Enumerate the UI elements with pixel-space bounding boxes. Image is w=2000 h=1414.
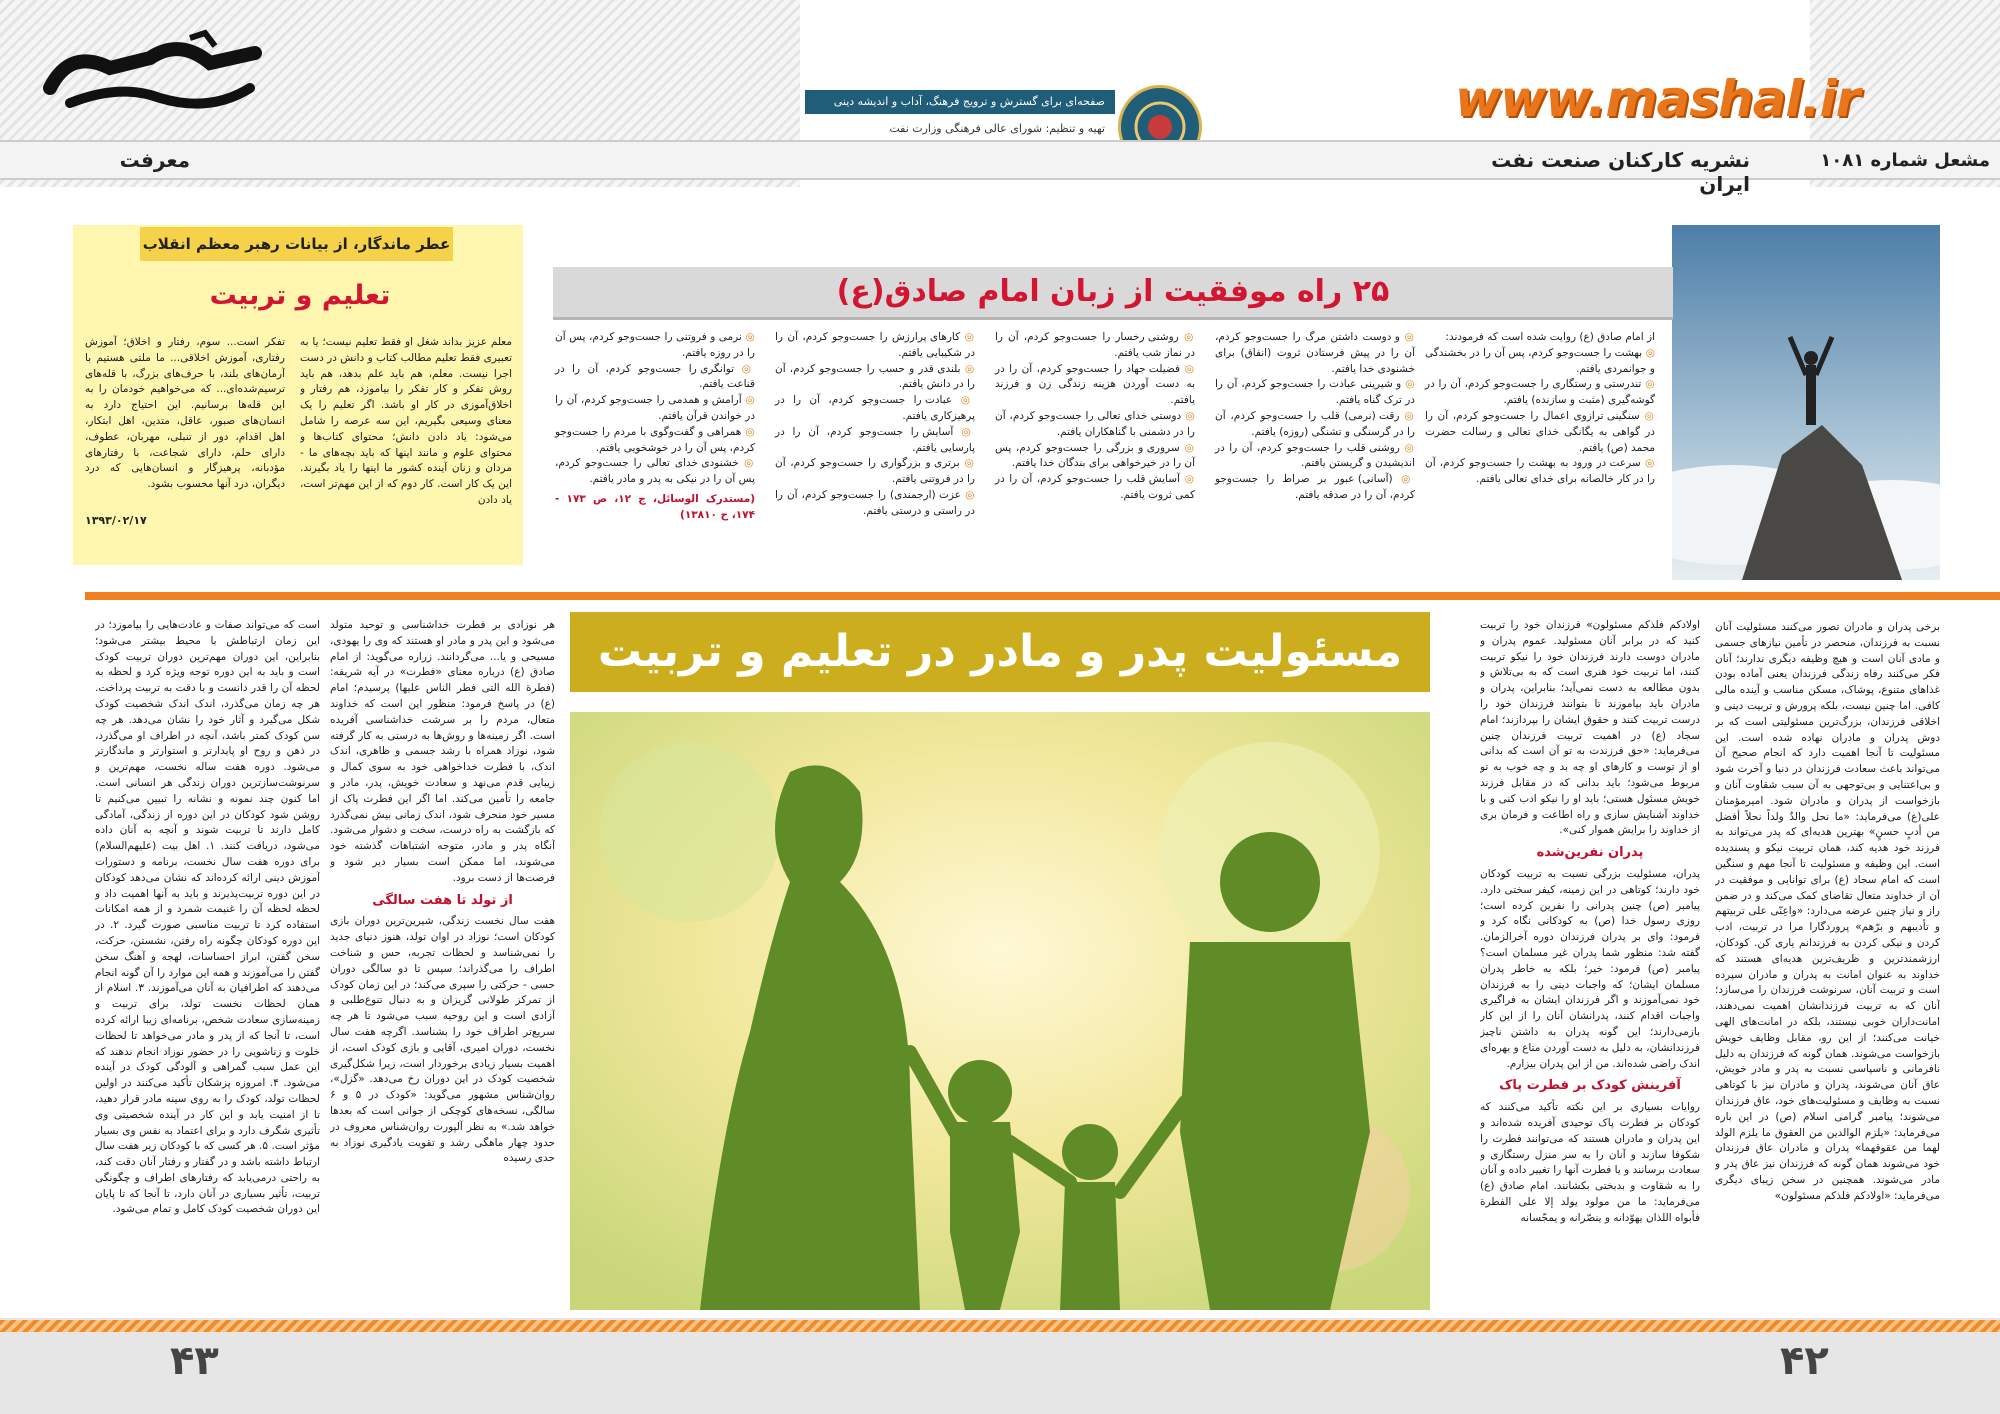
- main-article-title: مسئولیت پدر و مادر در تعلیم و تربیت: [597, 626, 1403, 677]
- list-item: ◎ آسایش را جست‌وجو کردم، آن را در پارسایی یافتم.: [775, 425, 975, 454]
- issue-number: مشعل شماره ۱۰۸۱: [1820, 150, 1990, 171]
- main-article-col-2: اولادکم فلذکم مسئولون» فرزندان خود را تربیت کنید که در برابر آنان مسئولید. عموم پدران و مادران دوست دارند فرزندان خود را نیکو تربیت کنند، اما تربیت خود هنری است که به بی‌تلاش و بدون مطالعه به دست نمی‌آید؛ بنابراین، پدران و مادران باید بیاموزند تا بتوانند فرزندان خود را درست تربیت کنند و حقوق ایشان را بپردازند؛ امام سجاد (ع) در اهمیت تربیت فرزندان چنین می‌فرماید: «حق فرزندت به تو آن است که بدانی او از توست و کارهای او چه بد و چه خوب به تو مربوط می‌شود؛ باید بدانی که در مقابل فرزند خویش مسئول هستی؛ باید او را نیکو ادب کنی و با خداوند آشنایش سازی و راه اطاعت و فرمان بری از خداوند را برایش هموار کنی». پدران نفرین‌شده پدران، مسئولیت بزرگی نسبت به تربیت کودکان خود دارند؛ کوتاهی در این زمینه، کیفر سختی دارد. پیامبر (ص) چنین پدرانی را نفرین کرده است؛ روزی رسول خدا (ص) به کودکانی نگاه کرد و فرمود: وای بر پدران فرزندان دوره آخرالزمان. گفته شد: منظور شما پدران غیر مسلمان است؟ پیامبر (ص) فرمود: خیر؛ بلکه به خاطر پدران مسلمان ایشان؛ که واجبات دینی را به فرزندان خود نمی‌آموزند و اگر فرزندان ایشان به فراگیری واجبات اقدام کنند، پدرانشان آنان را از این کار بازمی‌دارند؛ این گونه پدران به داشتن ناچیز فرزندانشان، به دلیل به دست آوردن متاع و بهره‌ای اندک راضی شده‌اند. من از این پدران بیزارم. آفرینش کودک بر فطرت پاک روایات بسیاری بر این نکته تأکید می‌کنند که کودکان بر فطرت پاک توحیدی آفریده شده‌اند و این پدران و مادران هستند که می‌توانند فطرت را شکوفا سازند و آنان را به سر منزل رستگاری و سعادت برسانند و یا فطرت آنها را تغییر داده و آنان را به شقاوت و بدبختی بکشانند. امام صادق (ع) می‌فرماید: ما من مولود یولد إلا علی الفطرة فأبواه اللذان یهوّدانه و ینصّرانه و یمجّسانه: [1480, 619, 1700, 1224]
- supplement-line1: صفحه‌ای برای گسترش و ترویج فرهنگ، آداب و اندیشه دینی: [833, 95, 1105, 108]
- sidebar-text-right: معلم عزیز بداند شغل او فقط تعلیم نیست؛ یا به تعبیری فقط تعلیم مطالب کتاب و دانش در دست اجرا نیست. معلم، هم باید علم بدهد، هم باید روش تفکر و کار تفکر را بیاموزد، هم رفتار و اخلاق‌آموزی در کار او باشد. اگر تعلیم را یک معنای وسیعی بگیریم، این سه عرصه را شامل می‌شود: یاد دادن دانش؛ محتوای کتاب‌ها و محتوای علوم و مانند اینها که باید بچه‌های ما - مردان و زنان آینده کشور ما اینها را یاد بگیرند. این یک کار است. کار دوم که از این مهم‌تر است، یاد دادن: [300, 336, 512, 506]
- bullet-icon: ◎: [960, 362, 975, 375]
- footer-stripe: [0, 1320, 2000, 1332]
- top-article-col-5: [555, 330, 755, 580]
- list-item: ◎ عزت (ارجمندی) را جست‌وجو کردم، آن را در راستی و درستی یافتم.: [775, 488, 975, 517]
- site-url: www.mashal.ir: [1455, 70, 1860, 128]
- list-item: ◎ نرمی و فروتنی را جست‌وجو کردم، پس آن را در روزه یافتم.: [555, 331, 755, 359]
- list-item: ◎ سروری و بزرگی را جست‌وجو کردم، پس آن را در خیرخواهی برای بندگان خدا یافتم.: [995, 441, 1195, 470]
- list-item: ◎ توانگری را جست‌وجو کردم، آن را در قناعت یافتم.: [555, 362, 755, 391]
- sidebar-date: ۱۳۹۳/۰۲/۱۷: [85, 514, 147, 527]
- list-item: ◎ و شیرینی عبادت را جست‌وجو کردم، آن را در ترک گناه یافتم.: [1215, 378, 1415, 407]
- list-item: ◎ سنگینی ترازوی اعمال را جست‌وجو کردم، آن را در گواهی به یگانگی خدای تعالی و رسالت حضرت محمد (ص) یافتم.: [1425, 409, 1655, 454]
- summit-photo: [1672, 225, 1940, 580]
- list-item: ◎ رقت (نرمی) قلب را جست‌وجو کردم، آن را در گرسنگی و تشنگی (روزه) یافتم.: [1215, 409, 1415, 438]
- list-item: ◎ روشنی رخسار را جست‌وجو کردم، آن را در نماز شب یافتم.: [995, 331, 1195, 359]
- list-item: ◎ تندرستی و رستگاری را جست‌وجو کردم، آن را در گوشه‌گیری (مثبت و سازنده) یافتم.: [1425, 378, 1655, 407]
- bullet-icon: ◎: [960, 331, 975, 343]
- main-article-col-3: هر نوزادی بر فطرت خداشناسی و توحید متولد می‌شود و این پدر و مادر او هستند که وی را یهودی، مسیحی و یا... می‌گردانند. زراره می‌گوید: از امام صادق (ع) درباره معنای «فطرت» در آیه شریفه: (فطرة الله التی فطر الناس علیها) پرسیدم؛ امام (ع) در پاسخ فرمود: منظور این است که خداوند متعال، مردم را بر سرشت خداشناسی آفریده است. اگر زمینه‌ها و روش‌ها به درستی به کار گرفته شود، نوزاد همراه با رشد جسمی و ظاهری، اندک اندک، با فطرت خداخواهی خود به سوی کمال و زیبایی قدم می‌نهد و سعادت خویش، پدر، مادر و جامعه را تأمین می‌کند. اما اگر این فطرت پاک از مسیر خود منحرف شود، اندک زمانی بیش نمی‌گذرد که بازگشت به راه درست، سخت و دشوار می‌شود. آنگاه پدر و مادر، متوجه اشتباهات گذشته خود می‌شوند، اما ممکن است بسیار دیر شود و فرصت‌ها از دست برود. از تولد تا هفت سالگی هفت سال نخست زندگی، شیرین‌ترین دوران بازی کودکان است؛ نوزاد در اوان تولد، هنوز دنیای جدید را نمی‌شناسد و لحظات تجربه، حس و شناخت اطراف را می‌گذراند؛ سپس تا دو سالگی دوران حسی - حرکتی را سپری می‌کند؛ در این زمان کودک از تمرکز طولانی گریزان و به دنبال تنوع‌طلبی و آزادی است و این روحیه سبب می‌شود تا هر چه سریع‌تر اطراف خود را بشناسد. اگرچه هفت سال نخست، دوران امیری، آقایی و بازی کودک است، از اهمیت بسیار زیادی برخوردار است، زیرا شکل‌گیری شخصیت کودک در این دوران رخ می‌دهد. «گزل»، روان‌شناس مشهور می‌گوید: «کودک در ۵ و ۶ سالگی، نسخه‌های کوچکی از جوانی است که بعدها خواهد شد.» به نظر آلپورت روان‌شناس معروف در حدود چهار ماهگی رشد و تقویت یادگیری نوزاد به حدی رسیده: [330, 619, 555, 1165]
- top-article-col-1: [1425, 330, 1655, 580]
- list-item: ◎ فضیلت جهاد را جست‌وجو کردم، آن را در به دست آوردن هزینه زندگی زن و فرزند یافتم.: [995, 362, 1195, 407]
- bullet-icon: ◎: [1392, 473, 1415, 486]
- list-item: ◎ روشنی قلب را جست‌وجو کردم، آن را در اندیشیدن و گریستن یافتم.: [1215, 441, 1415, 470]
- supplement-line2: تهیه و تنظیم: شورای عالی فرهنگی وزارت نفت: [889, 122, 1105, 135]
- list-item: ◎ آرامش و همدمی را جست‌وجو کردم، آن را در خواندن قرآن یافتم.: [555, 394, 755, 422]
- top-article-col-2: [1215, 330, 1415, 580]
- list-item: ◎ سرعت در ورود به بهشت را جست‌وجو کردم، آن را در کار خالصانه برای خدای تعالی یافتم.: [1425, 457, 1655, 486]
- subheading: آفرینش کودک بر فطرت پاک: [1499, 1078, 1681, 1094]
- top-article-col-3: [995, 330, 1195, 580]
- bullet-icon: ◎: [1179, 441, 1195, 454]
- page-header: [0, 0, 2000, 196]
- main-article-col-1: برخی پدران و مادران تصور می‌کنند مسئولیت آنان نسبت به فرزندان، منحصر در تأمین نیازهای جسمی و مادی آنان است و هیچ وظیفه دیگری ندارند؛ آنان فکر می‌کنند رفاه زندگی فرزندان یعنی آماده بودن غذاهای متنوع، پوشاک، مسکن مناسب و آینده مالی کافی. اما چنین نیست، بلکه پرورش و تربیت دینی و اخلاقی فرزندان، بزرگ‌ترین مسئولیتی است که بر دوش پدران و مادران نهاده شده است. این مسئولیت تا آنجا اهمیت دارد که انجام صحیح آن می‌تواند باعث سعادت فرزندان در دنیا و آخرت شود و بی‌اعتنایی و بی‌توجهی به آن سبب شقاوت آنان و بازخواست از پدران و مادران شود. امیرمؤمنان علی(ع) می‌فرماید: «ما نحل والدٌ ولداً نحلاً أفضل من أدبٍ حسنٍ» بهترین هدیه‌ای که پدر می‌تواند به فرزند خود هدیه کند، همان تربیت نیکو و پسندیده است. این وظیفه و مسئولیت تا آنجا مهم و سنگین است که امام سجاد (ع) برای توانایی و موفقیت در آن از خداوند متعال تقاضای کمک می‌کند و در ضمن راز و نیاز چنین عرضه می‌دارد: «واعِنّی علی تربیتهم و تأدیبهم و برّهم» پروردگارا مرا در تربیت، ادب کردن و نیکی کردن به فرزندانم یاری کن. کودکان، ارزشمندترین و ظریف‌ترین هدیه‌ای هستند که خداوند به عنوان امانت به پدران و مادران سپرده است و تربیت آنان، سرنوشت فرزندان را می‌سازد؛ آنان که به تربیت فرزندانشان اهمیت نمی‌دهند، امانت‌داران خوبی نیستند، بلکه در امانت‌های الهی خیانت می‌کنند؛ از این رو، مقابل وظایف خویش بازخواست می‌شوند. همان گونه که فرزندان به دلیل نافرمانی و ناسپاسی نسبت به پدر و مادر خویش، عاق آنان می‌شوند، پدران و مادران نیز با کوتاهی نسبت به وظایف و مسئولیت‌های خود، عاق فرزندان می‌شوند؛ پیامبر گرامی اسلام (ص) در این باره می‌فرماید: «یلزم الوالدین من العقوق ما یلزم الولد لهما من عقوقهما» پدران و مادران عاق فرزندان خود می‌شوند همان گونه که فرزندان نیز عاق پدر و مادر می‌شوند. همچنین در سخن زیبای دیگری می‌فرماید: «اولادکم فلذکم مسئولون»: [1715, 621, 1940, 1202]
- source-citation: (مستدرک الوسائل، ج ۱۲، ص ۱۷۳ - ۱۷۴، ح ۱۳۸۱۰): [555, 492, 755, 521]
- bullet-icon: ◎: [1639, 409, 1655, 422]
- list-item: ◎ (آسانی) عبور بر صراط را جست‌وجو کردم، آن را در صدقه یافتم.: [1215, 473, 1415, 501]
- list-item: ◎ بهشت را جست‌وجو کردم، پس آن را در بخشندگی و جوانمردی یافتم.: [1425, 346, 1655, 375]
- bullet-icon: ◎: [1641, 378, 1655, 391]
- subheading: از تولد تا هفت سالگی: [372, 892, 513, 908]
- bullet-icon: ◎: [1179, 473, 1195, 486]
- bullet-icon: ◎: [1178, 331, 1195, 343]
- bullet-icon: ◎: [1640, 457, 1655, 470]
- publication-name: نشریه کارکنان صنعت نفت ایران: [1491, 148, 1750, 196]
- top-article-intro: از امام صادق (ع) روایت شده است که فرمودند:: [1445, 331, 1655, 343]
- section-name: معرفت: [119, 148, 190, 172]
- bullet-icon: ◎: [741, 331, 755, 343]
- page-number-right: ۴۲: [1780, 1338, 1829, 1384]
- top-article-col-4: [775, 330, 975, 580]
- bullet-icon: ◎: [1642, 346, 1655, 359]
- bullet-icon: ◎: [1399, 441, 1415, 454]
- top-article-title-band: [553, 267, 1673, 320]
- sidebar-header: عطر ماندگار، از بیانات رهبر معظم انقلاب: [140, 227, 453, 261]
- subheading: پدران نفرین‌شده: [1536, 845, 1644, 861]
- list-item: ◎ بلندی قدر و حسب را جست‌وجو کردم، آن را در دانش یافتم.: [775, 362, 975, 391]
- sidebar-text-left: تفکر است... سوم، رفتار و اخلاق؛ آموزش رفتاری، آموزش اخلاقی... ما ملتی هستیم با آرمان‌های بلند، با حرف‌های بزرگ، با قله‌های ترسیم‌شده‌ای... که می‌خواهیم خودمان را به این قله‌ها برسانیم. این احتیاج دارد به انسان‌های صبور، عاقل، متدین، اهل ابتکار، اهل اقدام، دور از تنبلی، مهربان، عطوف، دارای حلم، دارای شجاعت، با رفتارهای مؤدبانه، پرهیزگار و انسان‌هایی که درد دیگران، درد آنها محسوب بشود.: [85, 336, 285, 491]
- bullet-icon: ◎: [960, 488, 975, 501]
- bullet-icon: ◎: [1181, 409, 1195, 422]
- supplement-banner: [805, 90, 1115, 114]
- list-item: ◎ کارهای پرارزش را جست‌وجو کردم، آن را در شکیبایی یافتم.: [775, 331, 975, 359]
- list-item: ◎ خشنودی خدای تعالی را جست‌وجو کردم، پس آن را در نیکی به پدر و مادر یافتم.: [555, 457, 755, 486]
- list-item: ◎ عبادت را جست‌وجو کردم، آن را در پرهیزکاری یافتم.: [775, 394, 975, 422]
- bullet-icon: ◎: [1401, 378, 1415, 391]
- bullet-icon: ◎: [1399, 409, 1415, 422]
- list-item: ◎ دوستی خدای تعالی را جست‌وجو کردم، آن را در دشمنی با گناهکاران یافتم.: [995, 409, 1195, 438]
- bullet-icon: ◎: [1180, 362, 1195, 375]
- bullet-icon: ◎: [952, 394, 975, 407]
- bullet-icon: ◎: [1399, 331, 1415, 343]
- list-item: ◎ آسایش قلب را جست‌وجو کردم، آن را در کمی ثروت یافتم.: [995, 473, 1195, 501]
- list-item: ◎ برتری و بزرگواری را جست‌وجو کردم، آن را در فروتنی یافتم.: [775, 457, 975, 486]
- bullet-icon: ◎: [741, 425, 755, 438]
- sidebar-title: تعلیم و تربیت: [209, 280, 391, 311]
- list-item: ◎ همراهی و گفت‌وگوی با مردم را جست‌وجو کردم، پس آن را در خوشخویی یافتم.: [555, 425, 755, 454]
- main-article-title-band: [570, 612, 1430, 692]
- main-article-col-4: است که می‌تواند صفات و عادت‌هایی را بیاموزد؛ در این زمان ارتباطش با محیط بیشتر می‌شود؛ بنابراین، این دوران مهم‌ترین دوران تربیت کودک است و باید به این دوره توجه ویژه کرد و لحظه به لحظه آن را قدر دانست و با دقت به تربیت پرداخت. هر چه زمان می‌گذرد، اندک اندک شخصیت کودک شکل می‌گیرد و آثار خود را نشان می‌دهد. هر چه سن کودک کمتر باشد، آنچه در اطراف او می‌گذرد، در ذهن و روح او پایدارتر و استوارتر و ماندگارتر می‌شود. دوره هفت ساله نخست، مهم‌ترین و سرنوشت‌سازترین دوران زندگی هر انسانی است. اما کنون چند نمونه و نشانه را تبیین می‌کنیم تا روشن شود کودکان در این دوره از زندگی، آمادگی کامل دارند تا تربیت شوند و آنچه به آنان داده می‌شود، دریافت کنند. ۱. اهل بیت (علیهم‌السلام) برای دوره هفت سال نخست، برنامه و دستورات آموزش دینی ارائه کرده‌اند که نشان می‌دهد کودکان در این دوره تربیت‌پذیرند و باید به آنها اهمیت داد و لحظه لحظه آن را غنیمت شمرد و از همه امکانات استفاده کرد تا تربیت مناسبی صورت گیرد. ۲. در این دوره کودکان چگونه راه رفتن، نشستن، حرکت، سخن گفتن، ابراز احساسات، لهجه و آهنگ سخن گفتن را می‌آموزند و همه این موارد را آن گونه انجام می‌دهند که اطرافیان به آنان می‌آموزند. ۳. اسلام از همان لحظات نخست تولد، برای تربیت و زمینه‌سازی سعادت شخص، برنامه‌ای زیبا ارائه کرده است، تا آنجا که از پدر و مادر می‌خواهد تا لحظات خلوت و زناشویی را در حضور نوزاد انجام ندهند که این عمل سبب گمراهی و آلودگی کودک در آینده می‌شود. ۴. امروزه پزشکان تأکید می‌کنند در اولین لحظات تولد، کودک را به روی سینه مادر قرار دهید، تا از امنیت یابد و این کار در آینده شخصیتی وی تأثیری شگرف دارد و برای اعتماد به نفس وی بسیار مؤثر است. ۵. هر کسی که با کودکان زیر هفت سال ارتباط داشته باشد و در گفتار و رفتار آنان دقت کند، به راحتی درمی‌یابد که رفتارهای اطراف و چگونگی تربیت، تأثیر بسیاری در آنان دارد، تا آنجا که تا پایان این دوران شخصیت کودک کامل و تمام می‌شود.: [95, 619, 320, 1216]
- section-divider: [85, 592, 2000, 600]
- family-illustration: [570, 712, 1430, 1310]
- supplement-credit: [805, 118, 1115, 140]
- bullet-icon: ◎: [734, 362, 755, 375]
- page-number-left: ۴۳: [170, 1338, 219, 1384]
- bullet-icon: ◎: [741, 394, 755, 407]
- top-article-title: ۲۵ راه موفقیت از زبان امام صادق(ع): [836, 274, 1390, 309]
- mashal-logo: [40, 28, 270, 118]
- bullet-icon: ◎: [953, 425, 975, 438]
- page-footer: [0, 1318, 2000, 1414]
- list-item: ◎ و دوست داشتن مرگ را جست‌وجو کردم، آن را در پیش فرستادن ثروت (انفاق) برای خشنودی خدا یافتم.: [1215, 331, 1415, 375]
- bullet-icon: ◎: [738, 457, 755, 470]
- bullet-icon: ◎: [959, 457, 975, 470]
